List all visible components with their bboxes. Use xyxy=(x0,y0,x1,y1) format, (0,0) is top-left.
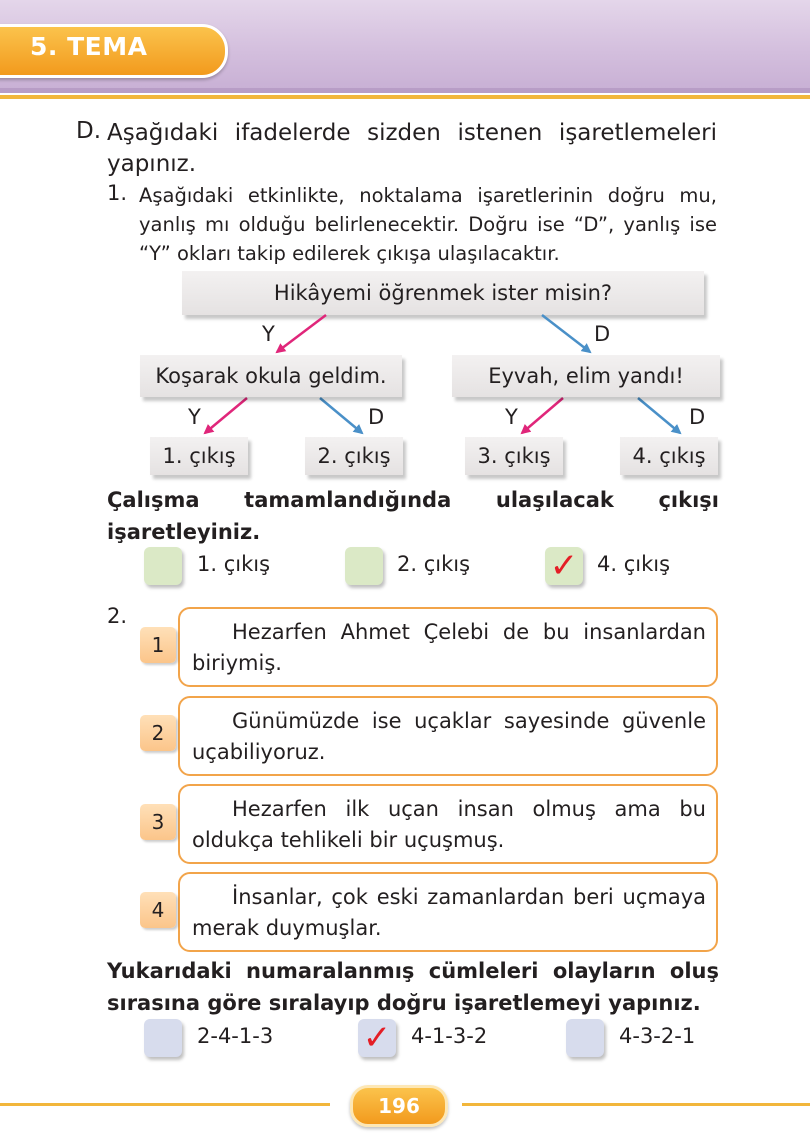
flow-label-d: D xyxy=(594,322,611,346)
section-letter: D. xyxy=(76,118,102,144)
flow-label-y: Y xyxy=(262,322,275,346)
option-checkbox-checked[interactable] xyxy=(358,1019,396,1057)
option-checkbox-checked[interactable] xyxy=(545,547,583,585)
question-2-number: 2. xyxy=(107,604,128,628)
arrow-d-1 xyxy=(542,315,590,352)
footer-line-left xyxy=(0,1103,330,1106)
option-checkbox[interactable] xyxy=(566,1019,604,1057)
flow-label-y: Y xyxy=(505,405,518,429)
exit-label: 1. çıkış xyxy=(162,444,236,468)
question-1-prompt: Çalışma tamamlandığında ulaşılacak çıkışı işaretleyiniz. xyxy=(107,488,719,544)
footer-line-right xyxy=(462,1103,810,1106)
option-checkbox[interactable] xyxy=(144,547,182,585)
exit-box-3 xyxy=(465,437,563,475)
option-checkbox[interactable] xyxy=(345,547,383,585)
option-label: 4. çıkış xyxy=(597,552,671,576)
option-label: 1. çıkış xyxy=(197,552,271,576)
option-label: 4-1-3-2 xyxy=(411,1024,488,1048)
page-number: 196 xyxy=(350,1085,448,1127)
sentence-number-tab: 1 xyxy=(140,627,176,663)
flow-left-box xyxy=(140,355,402,397)
flow-right-box xyxy=(452,355,720,397)
exit-label: 2. çıkış xyxy=(317,444,391,468)
sentence-number-tab: 2 xyxy=(140,715,176,751)
sentence-box-2 xyxy=(178,696,718,776)
flow-label-d: D xyxy=(689,405,706,429)
option-label: 2-4-1-3 xyxy=(197,1024,274,1048)
check-mark-icon: ✓ xyxy=(549,546,579,586)
exit-label: 4. çıkış xyxy=(632,444,706,468)
option-checkbox[interactable] xyxy=(144,1019,182,1057)
sentence-text: Hezarfen Ahmet Çelebi de bu insanlardan biriymiş. xyxy=(192,620,706,675)
sentence-number-tab: 3 xyxy=(140,804,176,840)
tema-label: 5. TEMA xyxy=(30,32,148,61)
flow-right-sentence: Eyvah, elim yandı! xyxy=(488,364,684,388)
arrow-d-2 xyxy=(320,398,362,433)
sentence-text: Günümüzde ise uçaklar sayesinde güvenle uçabiliyoruz. xyxy=(192,709,706,764)
flow-left-sentence: Koşarak okula geldim. xyxy=(155,364,387,388)
section-title: Aşağıdaki ifadelerde sizden istenen işaretlemeleri yapınız. xyxy=(107,120,717,177)
sentence-text: Hezarfen ilk uçan insan olmuş ama bu oldukça tehlikeli bir uçuşmuş. xyxy=(192,797,706,852)
arrow-y-3 xyxy=(522,398,563,433)
question-1-number: 1. xyxy=(107,181,128,205)
check-mark-icon: ✓ xyxy=(362,1018,392,1058)
option-label: 4-3-2-1 xyxy=(619,1024,696,1048)
question-1-text: Aşağıdaki etkinlikte, noktalama işaretlerinin doğru mu, yanlış mı olduğu belirlenecektir. Doğru ise “D”, yanlış ise “Y” okları takip edilerek çıkışa ulaşılacaktır. xyxy=(139,184,717,265)
flow-question: Hikâyemi öğrenmek ister misin? xyxy=(273,281,613,305)
exit-box-2 xyxy=(305,437,403,475)
sentence-number-tab: 4 xyxy=(140,892,176,928)
arrow-d-3 xyxy=(638,398,680,433)
arrow-y-1 xyxy=(277,315,326,352)
option-label: 2. çıkış xyxy=(397,552,471,576)
sentence-box-1 xyxy=(178,607,718,687)
sentence-box-3 xyxy=(178,784,718,864)
arrow-y-2 xyxy=(205,398,247,433)
exit-box-1 xyxy=(150,437,248,475)
flow-label-d: D xyxy=(368,405,385,429)
flow-label-y: Y xyxy=(188,405,201,429)
question-2-prompt: Yukarıdaki numaralanmış cümleleri olayların oluş sırasına göre sıralayıp doğru işaretlemeyi yapınız. xyxy=(107,959,719,1015)
sentence-text: İnsanlar, çok eski zamanlardan beri uçmaya merak duymuşlar. xyxy=(192,885,706,940)
exit-box-4 xyxy=(620,437,718,475)
exit-label: 3. çıkış xyxy=(477,444,551,468)
sentence-box-4 xyxy=(178,872,718,952)
